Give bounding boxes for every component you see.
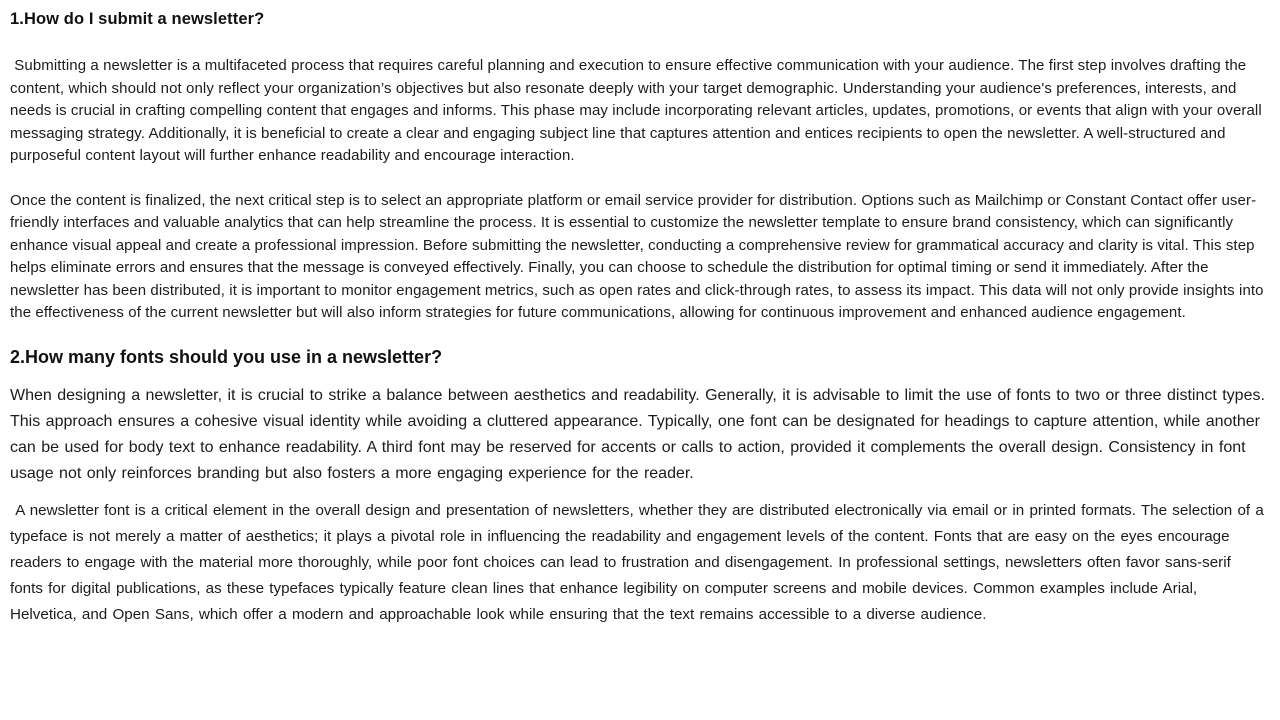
question-2-paragraph-1: When designing a newsletter, it is crucial to strike a balance between aesthetics and readability. Generally, it is advisable to limit the use of fonts to two or three distinct types. This approach ensures a cohesive visual identity while avoiding a cluttered appearance. Typically, one font can be designated for headings to capture attention, while another can be used for body text to enhance readability. A third font may be reserved for accents or calls to action, provided it complements the overall design. Consistency in font usage not only reinforces branding but also fosters a more engaging experience for the reader. (10, 386, 1265, 482)
question-1-paragraph-1: Submitting a newsletter is a multifaceted process that requires careful planning and execution to ensure effective communication with your audience. The first step involves drafting the content, which should not only reflect your organization’s objectives but also resonate deeply with your target demographic. Understanding your audience's preferences, interests, and needs is crucial in crafting compelling content that engages and informs. This phase may include incorporating relevant articles, updates, promotions, or events that align with your overall messaging strategy. Additionally, it is beneficial to create a clear and engaging subject line that captures attention and entices recipients to open the newsletter. A well-structured and purposeful content layout will further enhance readability and encourage interaction. (10, 57, 1262, 164)
question-1-paragraph-2: Once the content is finalized, the next critical step is to select an appropriate platform or email service provider for distribution. Options such as Mailchimp or Constant Contact offer user-friendly interfaces and valuable analytics that can help streamline the process. It is essential to customize the newsletter template to ensure brand consistency, which can significantly enhance visual appeal and create a professional impression. Before submitting the newsletter, conducting a comprehensive review for grammatical accuracy and clarity is vital. This step helps eliminate errors and ensures that the message is conveyed effectively. Finally, you can choose to schedule the distribution for optimal timing or send it immediately. After the newsletter has been distributed, it is important to monitor engagement metrics, such as open rates and click-through rates, to assess its impact. This data will not only provide insights into the effectiveness of the current newsletter but will also inform strategies for future communications, allowing for continuous improvement and enhanced audience engagement. (10, 191, 1264, 321)
question-1-heading: 1.How do I submit a newsletter? (10, 10, 265, 28)
question-2-heading: 2.How many fonts should you use in a newsletter? (10, 346, 443, 367)
question-2-paragraph-2: A newsletter font is a critical element in the overall design and presentation of newsletters, whether they are distributed electronically via email or in printed formats. The selection of a typeface is not merely a matter of aesthetics; it plays a pivotal role in influencing the readability and engagement levels of the content. Fonts that are easy on the eyes encourage readers to engage with the material more thoroughly, while poor font choices can lead to frustration and disengagement. In professional settings, newsletters often favor sans-serif fonts for digital publications, as these typefaces typically feature clean lines that enhance legibility on computer screens and mobile devices. Common examples include Arial, Helvetica, and Open Sans, which offer a modern and approachable look while ensuring that the text remains accessible to a diverse audience. (10, 501, 1264, 623)
